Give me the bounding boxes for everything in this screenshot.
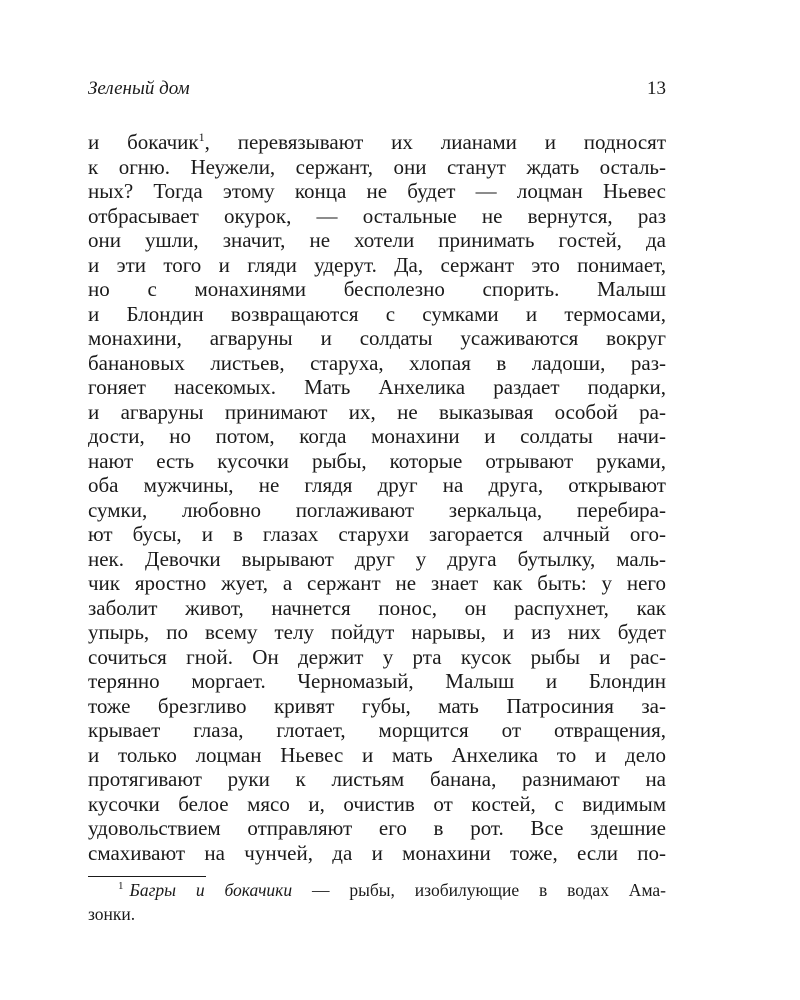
first-line-prefix: и бокачик: [88, 130, 199, 154]
text-line: отбрасывает окурок, — остальные не вернутся, раз: [88, 203, 666, 228]
page-number: 13: [647, 78, 666, 99]
book-page: [88, 72, 666, 865]
text-line: и только лоцман Ньевес и мать Анхелика то и дело: [88, 742, 666, 767]
footnote-text: — рыбы, изобилующие в водах Ама-: [292, 880, 666, 900]
text-line: заболит живот, начнется понос, он распухнет, как: [88, 595, 666, 620]
text-line: нек. Девочки вырывают друг у друга бутылку, маль-: [88, 546, 666, 571]
text-line: чик яростно жует, а сержант не знает как быть: у него: [88, 571, 666, 595]
running-title: Зеленый дом: [88, 78, 190, 99]
text-line: ных? Тогда этому конца не будет — лоцман Ньевес: [88, 179, 666, 203]
footnote-reference-mark: 1: [198, 130, 205, 144]
text-line: и агваруны принимают их, не выказывая особой ра-: [88, 399, 666, 424]
text-line: к огню. Неужели, сержант, они станут ждать осталь-: [88, 154, 666, 179]
text-line: нают есть кусочки рыбы, которые отрывают руками,: [88, 448, 666, 473]
footnote-line: [88, 878, 666, 902]
text-line: тоже брезгливо кривят губы, мать Патросиния за-: [88, 693, 666, 718]
text-line: монахини, агваруны и солдаты усаживаются вокруг: [88, 326, 666, 350]
text-line: дости, но потом, когда монахини и солдаты начи-: [88, 424, 666, 448]
text-line: и эти того и гляди удерут. Да, сержант это понимает,: [88, 252, 666, 277]
text-line: упырь, по всему телу пойдут нарывы, и из них будет: [88, 620, 666, 644]
footnote-continuation: зонки.: [88, 904, 136, 924]
text-line: сочиться гной. Он держит у рта кусок рыбы и рас-: [88, 644, 666, 669]
text-line: кусочки белое мясо и, очистив от костей, с видимым: [88, 791, 666, 816]
text-line: протягивают руки к листьям банана, разнимают на: [88, 767, 666, 791]
footnote: [88, 878, 666, 926]
text-line: и Блондин возвращаются с сумками и термосами,: [88, 301, 666, 326]
text-line: ют бусы, и в глазах старухи загорается алчный ого-: [88, 522, 666, 546]
text-line: гоняет насекомых. Мать Анхелика раздает подарки,: [88, 375, 666, 399]
text-line: но с монахинями бесполезно спорить. Малыш: [88, 277, 666, 301]
footnote-divider: [88, 876, 206, 877]
first-line-rest: , перевязывают их лианами и подносят: [204, 130, 666, 154]
text-line: смахивают на чунчей, да и монахини тоже, если по-: [88, 840, 666, 865]
footnote-mark: 1: [118, 880, 124, 893]
text-line: крывает глаза, глотает, морщится от отвращения,: [88, 718, 666, 742]
text-line: удовольствием отправляют его в рот. Все здешние: [88, 816, 666, 840]
text-line: оба мужчины, не глядя друг на друга, открывают: [88, 473, 666, 497]
text-line: они ушли, значит, не хотели принимать гостей, да: [88, 228, 666, 252]
footnote-term: Багры и бокачики: [129, 880, 293, 900]
body-text: [88, 130, 666, 865]
running-head: [88, 72, 666, 102]
text-line: терянно моргает. Черномазый, Малыш и Блондин: [88, 669, 666, 693]
text-line: [88, 130, 666, 155]
text-line: сумки, любовно поглаживают зеркальца, перебира-: [88, 497, 666, 522]
text-line: банановых листьев, старуха, хлопая в ладоши, раз-: [88, 350, 666, 375]
